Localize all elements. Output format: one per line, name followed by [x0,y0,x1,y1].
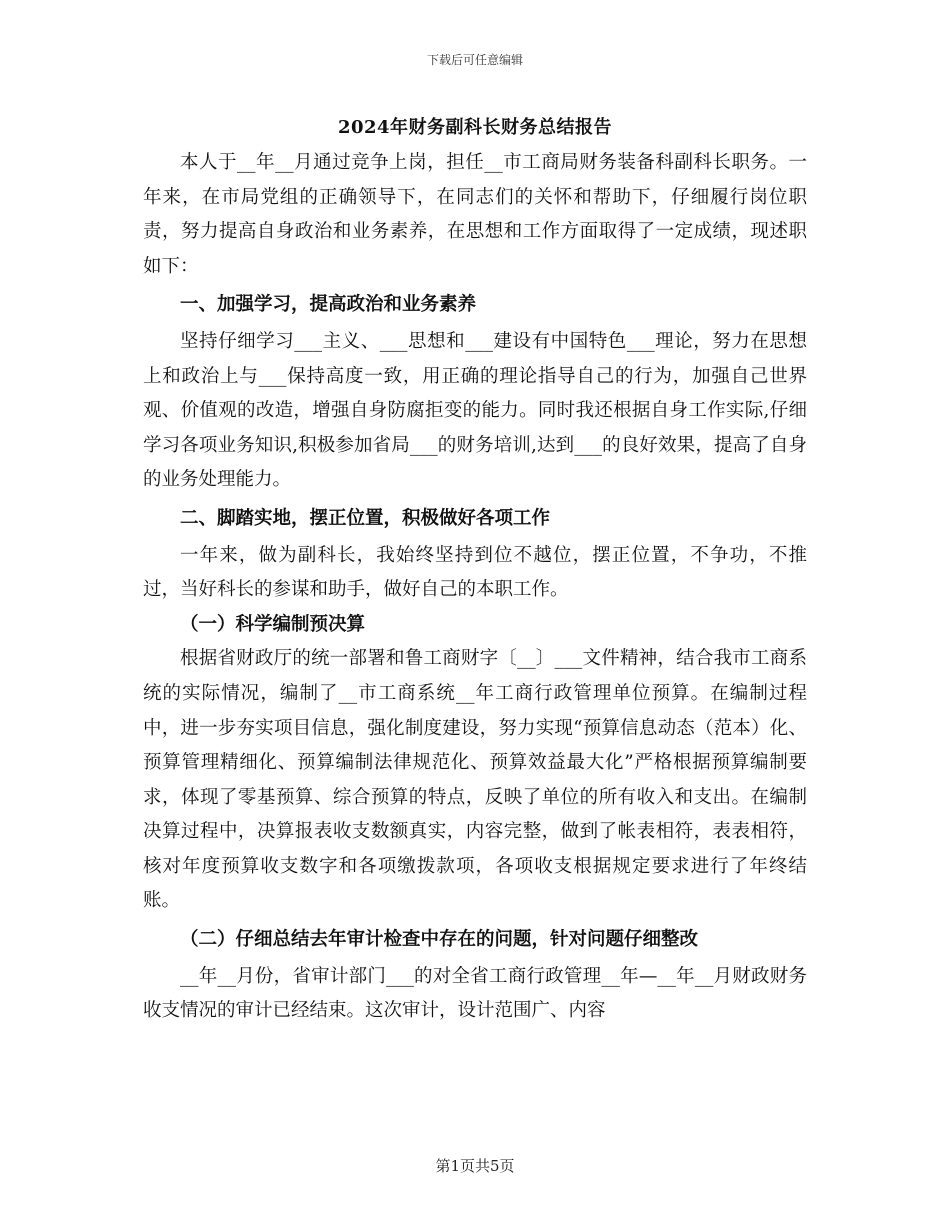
body-paragraph: 根据省财政厅的统一部署和鲁工商财字〔__〕___文件精神，结合我市工商系统的实际情况，编制了__市工商系统__年工商行政管理单位预算。在编制过程中，进一步夯实项目信息，强化制度建设，努力实现“预算信息动态（范本）化、预算管理精细化、预算编制法律规范化、预算效益最大化”严格根据预算编制要求，体现了零基预算、综合预算的特点，反映了单位的所有收入和支出。在编制决算过程中，决算报表收支数额真实，内容完整，做到了帐表相符，表表相符，核对年度预算收支数字和各项缴拨款项，各项收支根据规定要求进行了年终结账。 [143,648,807,912]
body-paragraph: 一年来，做为副科长，我始终坚持到位不越位，摆正位置，不争功，不推过，当好科长的参谋和助手，做好自己的本职工作。 [143,544,807,601]
page-header: 下载后可任意编辑 [426,53,523,67]
page-footer: 第1页共5页 [435,1157,515,1175]
subsection-heading-2: （二）仔细总结去年审计检查中存在的问题，针对问题仔细整改 [180,929,699,951]
body-paragraph: 坚持仔细学习___主义、___思想和___建设有中国特色___理论，努力在思想上和政治上与___保持高度一致，用正确的理论指导自己的行为，加强自己世界观、价值观的改造，增强自身防腐拒变的能力。同时我还根据自身工作实际,仔细学习各项业务知识,积极参加省局___的财务培训,达到___的良好效果，提高了自身的业务处理能力。 [143,330,807,491]
body-paragraph: __年__月份，省审计部门___的对全省工商行政管理__年—__年__月财政财务收支情况的审计已经结束。这次审计，设计范围广、内容 [143,965,807,1022]
subsection-heading-1: （一）科学编制预决算 [180,613,366,635]
intro-paragraph: 本人于__年__月通过竞争上岗，担任__市工商局财务装备科副科长职务。一年来，在市局党组的正确领导下，在同志们的关怀和帮助下，仔细履行岗位职责，努力提高自身政治和业务素养，在思想和工作方面取得了一定成绩，现述职如下： [143,152,807,277]
section-heading-1: 一、加强学习，提高政治和业务素养 [180,294,477,316]
section-heading-2: 二、脚踏实地，摆正位置，积极做好各项工作 [180,507,551,529]
document-title: 2024年财务副科长财务总结报告 [337,117,613,138]
document-body [143,146,807,1029]
